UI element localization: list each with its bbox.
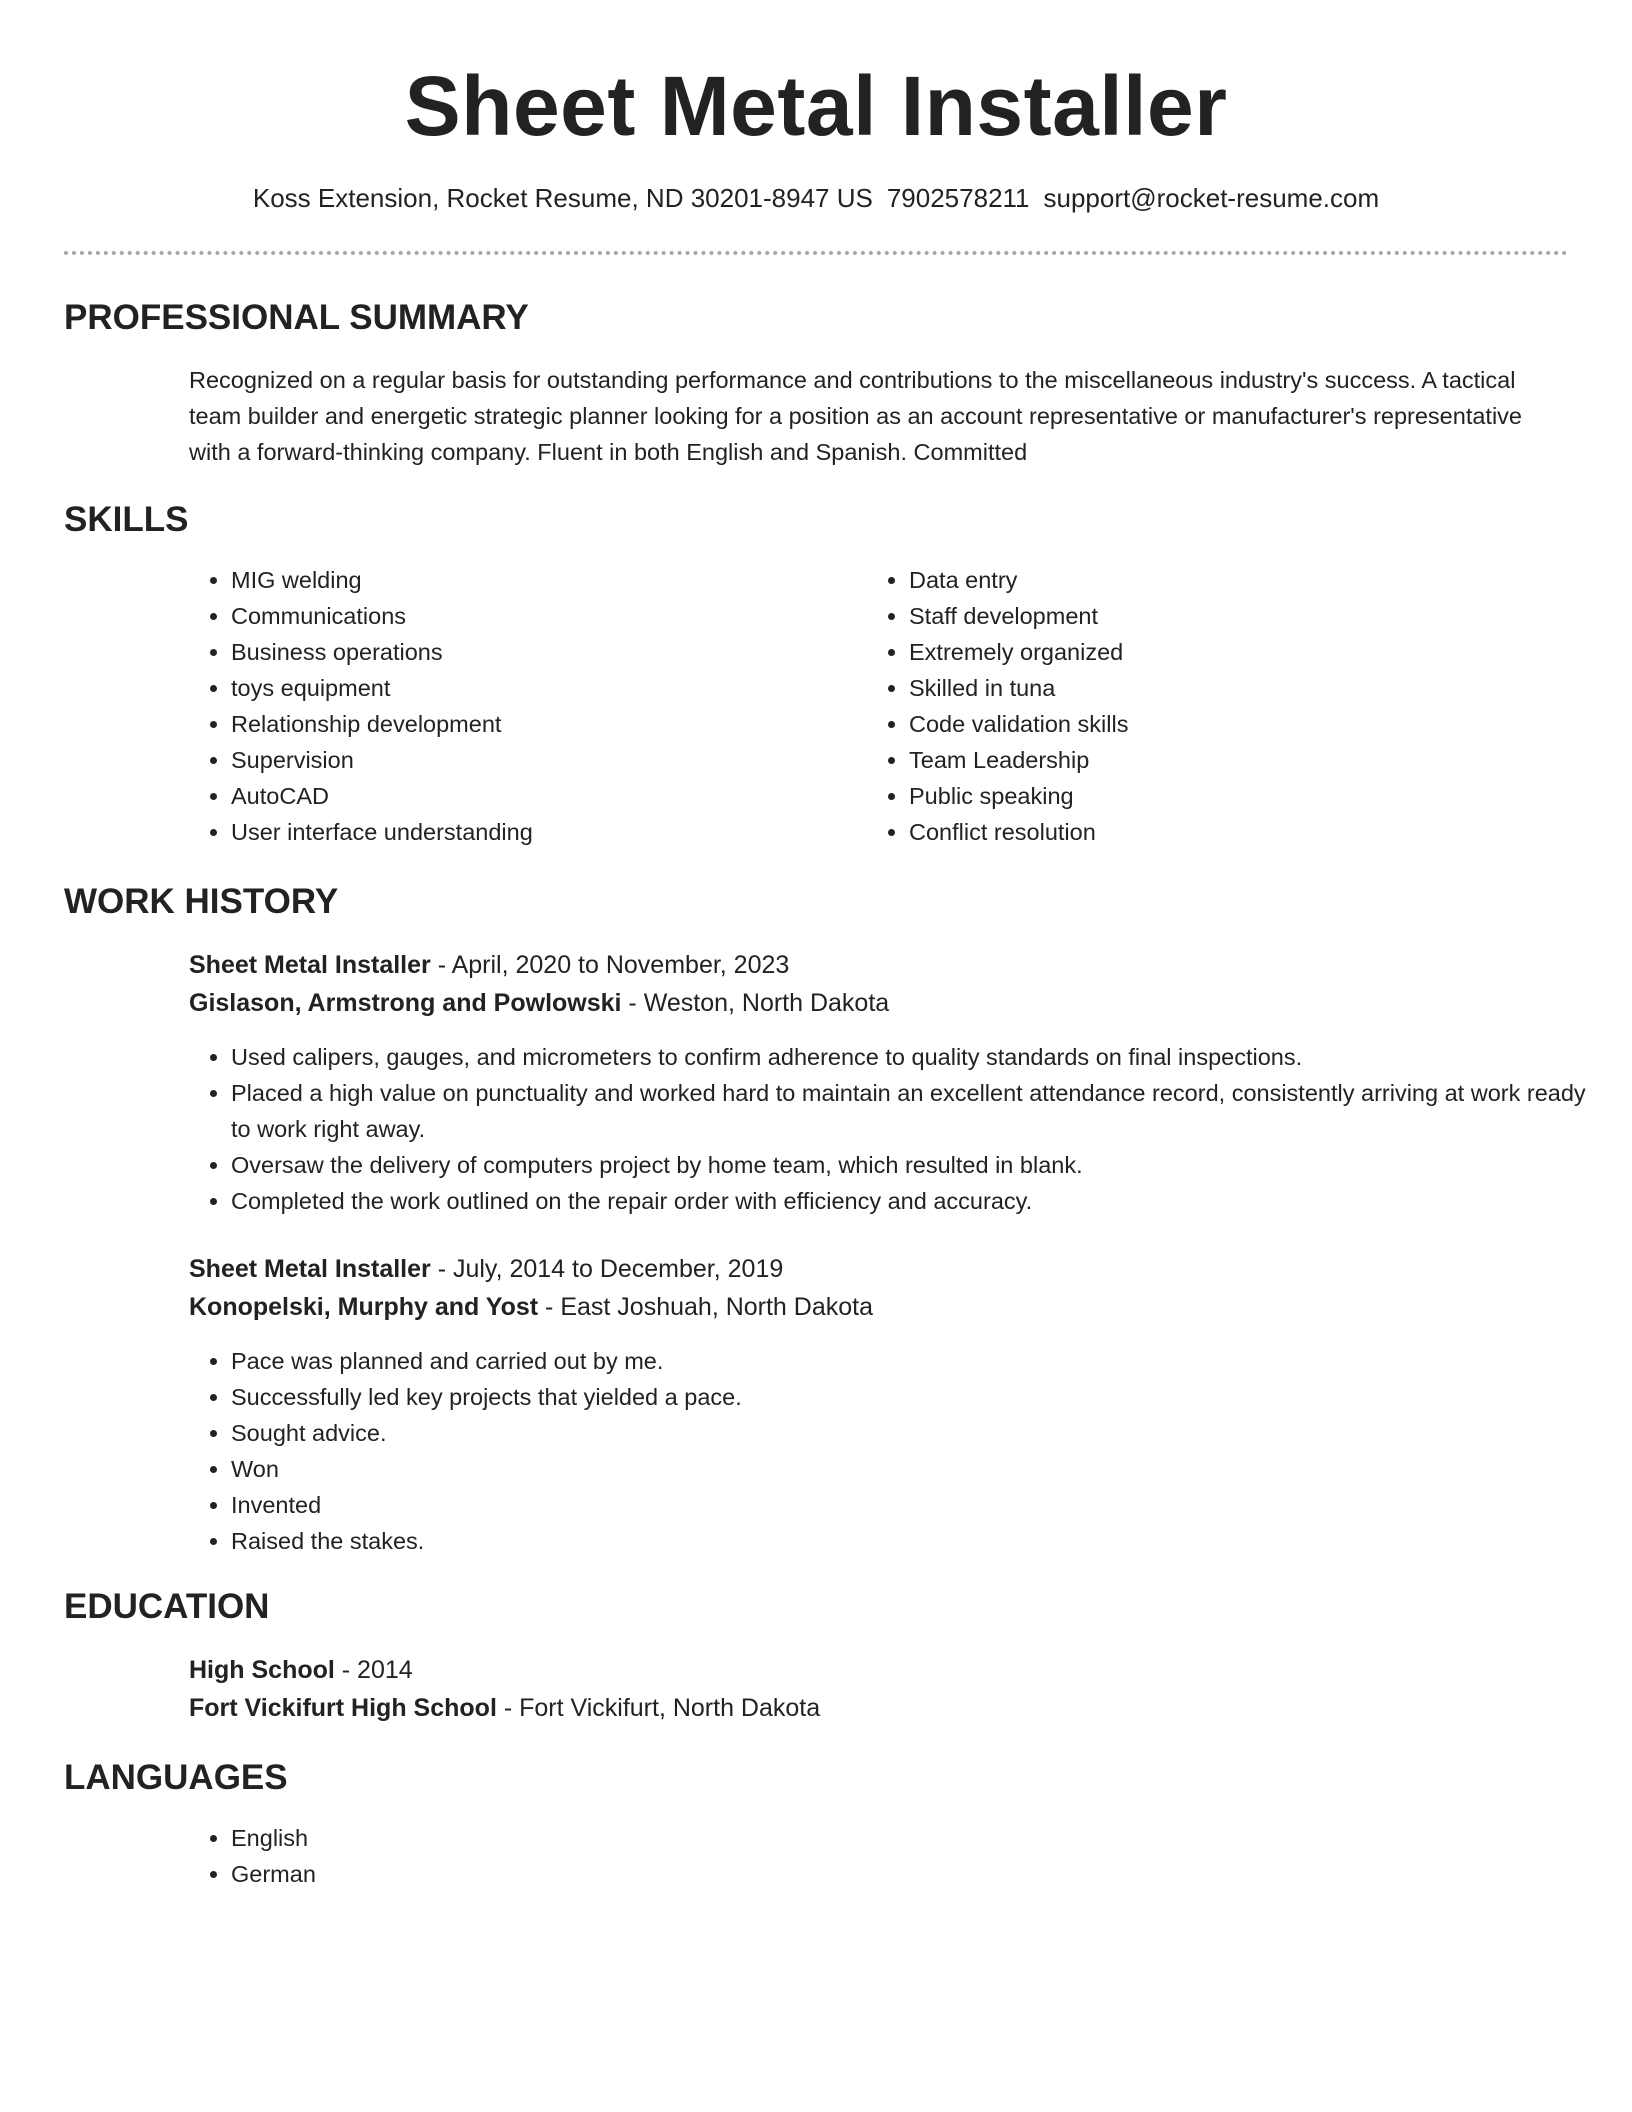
education-degree: High School	[189, 1656, 335, 1684]
job-company-line	[189, 984, 889, 1022]
contact-line	[0, 180, 1632, 216]
skill-item: • Public speaking	[909, 778, 1509, 814]
education-school: Fort Vickifurt High School	[189, 1694, 497, 1722]
job-role: Sheet Metal Installer	[189, 1255, 431, 1283]
contact-email: support@rocket-resume.com	[1043, 183, 1380, 213]
contact-address: Koss Extension, Rocket Resume, ND 30201-8947 US	[252, 183, 873, 213]
job-company: Gislason, Armstrong and Powlowski	[189, 989, 622, 1017]
summary-text: Recognized on a regular basis for outstanding performance and contributions to the miscellaneous industry's success. A tactical team builder and energetic strategic planner looking for a position as an account representative or manufacturer's representative with a forward-thinking company. Fluent in both English and Spanish. Committed	[189, 367, 1522, 465]
job-bullet: • Oversaw the delivery of computers project by home team, which resulted in blank.	[231, 1147, 1591, 1183]
header-divider	[64, 251, 1568, 255]
job-title-line	[189, 1250, 783, 1288]
skill-item: • Relationship development	[231, 706, 831, 742]
skill-item: • Business operations	[231, 634, 831, 670]
skill-item: • toys equipment	[231, 670, 831, 706]
education-year: - 2014	[334, 1656, 413, 1684]
languages-list	[187, 1820, 831, 1892]
skill-item: • Code validation skills	[909, 706, 1509, 742]
education-degree-line	[189, 1651, 413, 1689]
job-bullet: • Sought advice.	[231, 1415, 1591, 1451]
skill-item: • User interface understanding	[231, 814, 831, 850]
skills-list-right	[865, 562, 1509, 850]
candidate-name: Sheet Metal Installer	[404, 59, 1228, 153]
job-bullet: • Completed the work outlined on the repair order with efficiency and accuracy.	[231, 1183, 1591, 1219]
skill-item: • Conflict resolution	[909, 814, 1509, 850]
languages-heading: LANGUAGES	[64, 1758, 288, 1797]
job-bullet: • Used calipers, gauges, and micrometers to confirm adherence to quality standards on final inspections.	[231, 1039, 1591, 1075]
job-location: - East Joshuah, North Dakota	[538, 1293, 873, 1321]
skill-item: • Extremely organized	[909, 634, 1509, 670]
skill-item: • Skilled in tuna	[909, 670, 1509, 706]
skill-item: • Data entry	[909, 562, 1509, 598]
work-history-heading: WORK HISTORY	[64, 882, 339, 921]
skill-item: • Staff development	[909, 598, 1509, 634]
job-bullets	[187, 1039, 1591, 1219]
job-bullet: • Raised the stakes.	[231, 1523, 1591, 1559]
job-bullet: • Placed a high value on punctuality and worked hard to maintain an excellent attendance record, consistently arriving at work ready to work right away.	[231, 1075, 1591, 1147]
language-item: • English	[231, 1820, 831, 1856]
skill-item: • Communications	[231, 598, 831, 634]
summary-heading: PROFESSIONAL SUMMARY	[64, 298, 529, 337]
job-company: Konopelski, Murphy and Yost	[189, 1293, 539, 1321]
job-bullet: • Successfully led key projects that yielded a pace.	[231, 1379, 1591, 1415]
skills-heading: SKILLS	[64, 500, 189, 539]
language-item: • German	[231, 1856, 831, 1892]
skill-item: • Supervision	[231, 742, 831, 778]
job-title-line	[189, 946, 789, 984]
job-role: Sheet Metal Installer	[189, 951, 431, 979]
education-location: - Fort Vickifurt, North Dakota	[496, 1694, 821, 1722]
skills-list-left	[187, 562, 831, 850]
job-bullet: • Invented	[231, 1487, 1591, 1523]
education-school-line	[189, 1689, 820, 1727]
skill-item: • Team Leadership	[909, 742, 1509, 778]
job-bullet: • Pace was planned and carried out by me.	[231, 1343, 1591, 1379]
job-company-line	[189, 1288, 873, 1326]
job-bullets	[187, 1343, 1591, 1559]
job-dates: - April, 2020 to November, 2023	[430, 951, 790, 979]
job-dates: - July, 2014 to December, 2019	[430, 1255, 784, 1283]
education-heading: EDUCATION	[64, 1587, 270, 1626]
skill-item: • MIG welding	[231, 562, 831, 598]
skill-item: • AutoCAD	[231, 778, 831, 814]
contact-phone: 7902578211	[886, 183, 1030, 213]
job-location: - Weston, North Dakota	[621, 989, 890, 1017]
job-bullet: • Won	[231, 1451, 1591, 1487]
